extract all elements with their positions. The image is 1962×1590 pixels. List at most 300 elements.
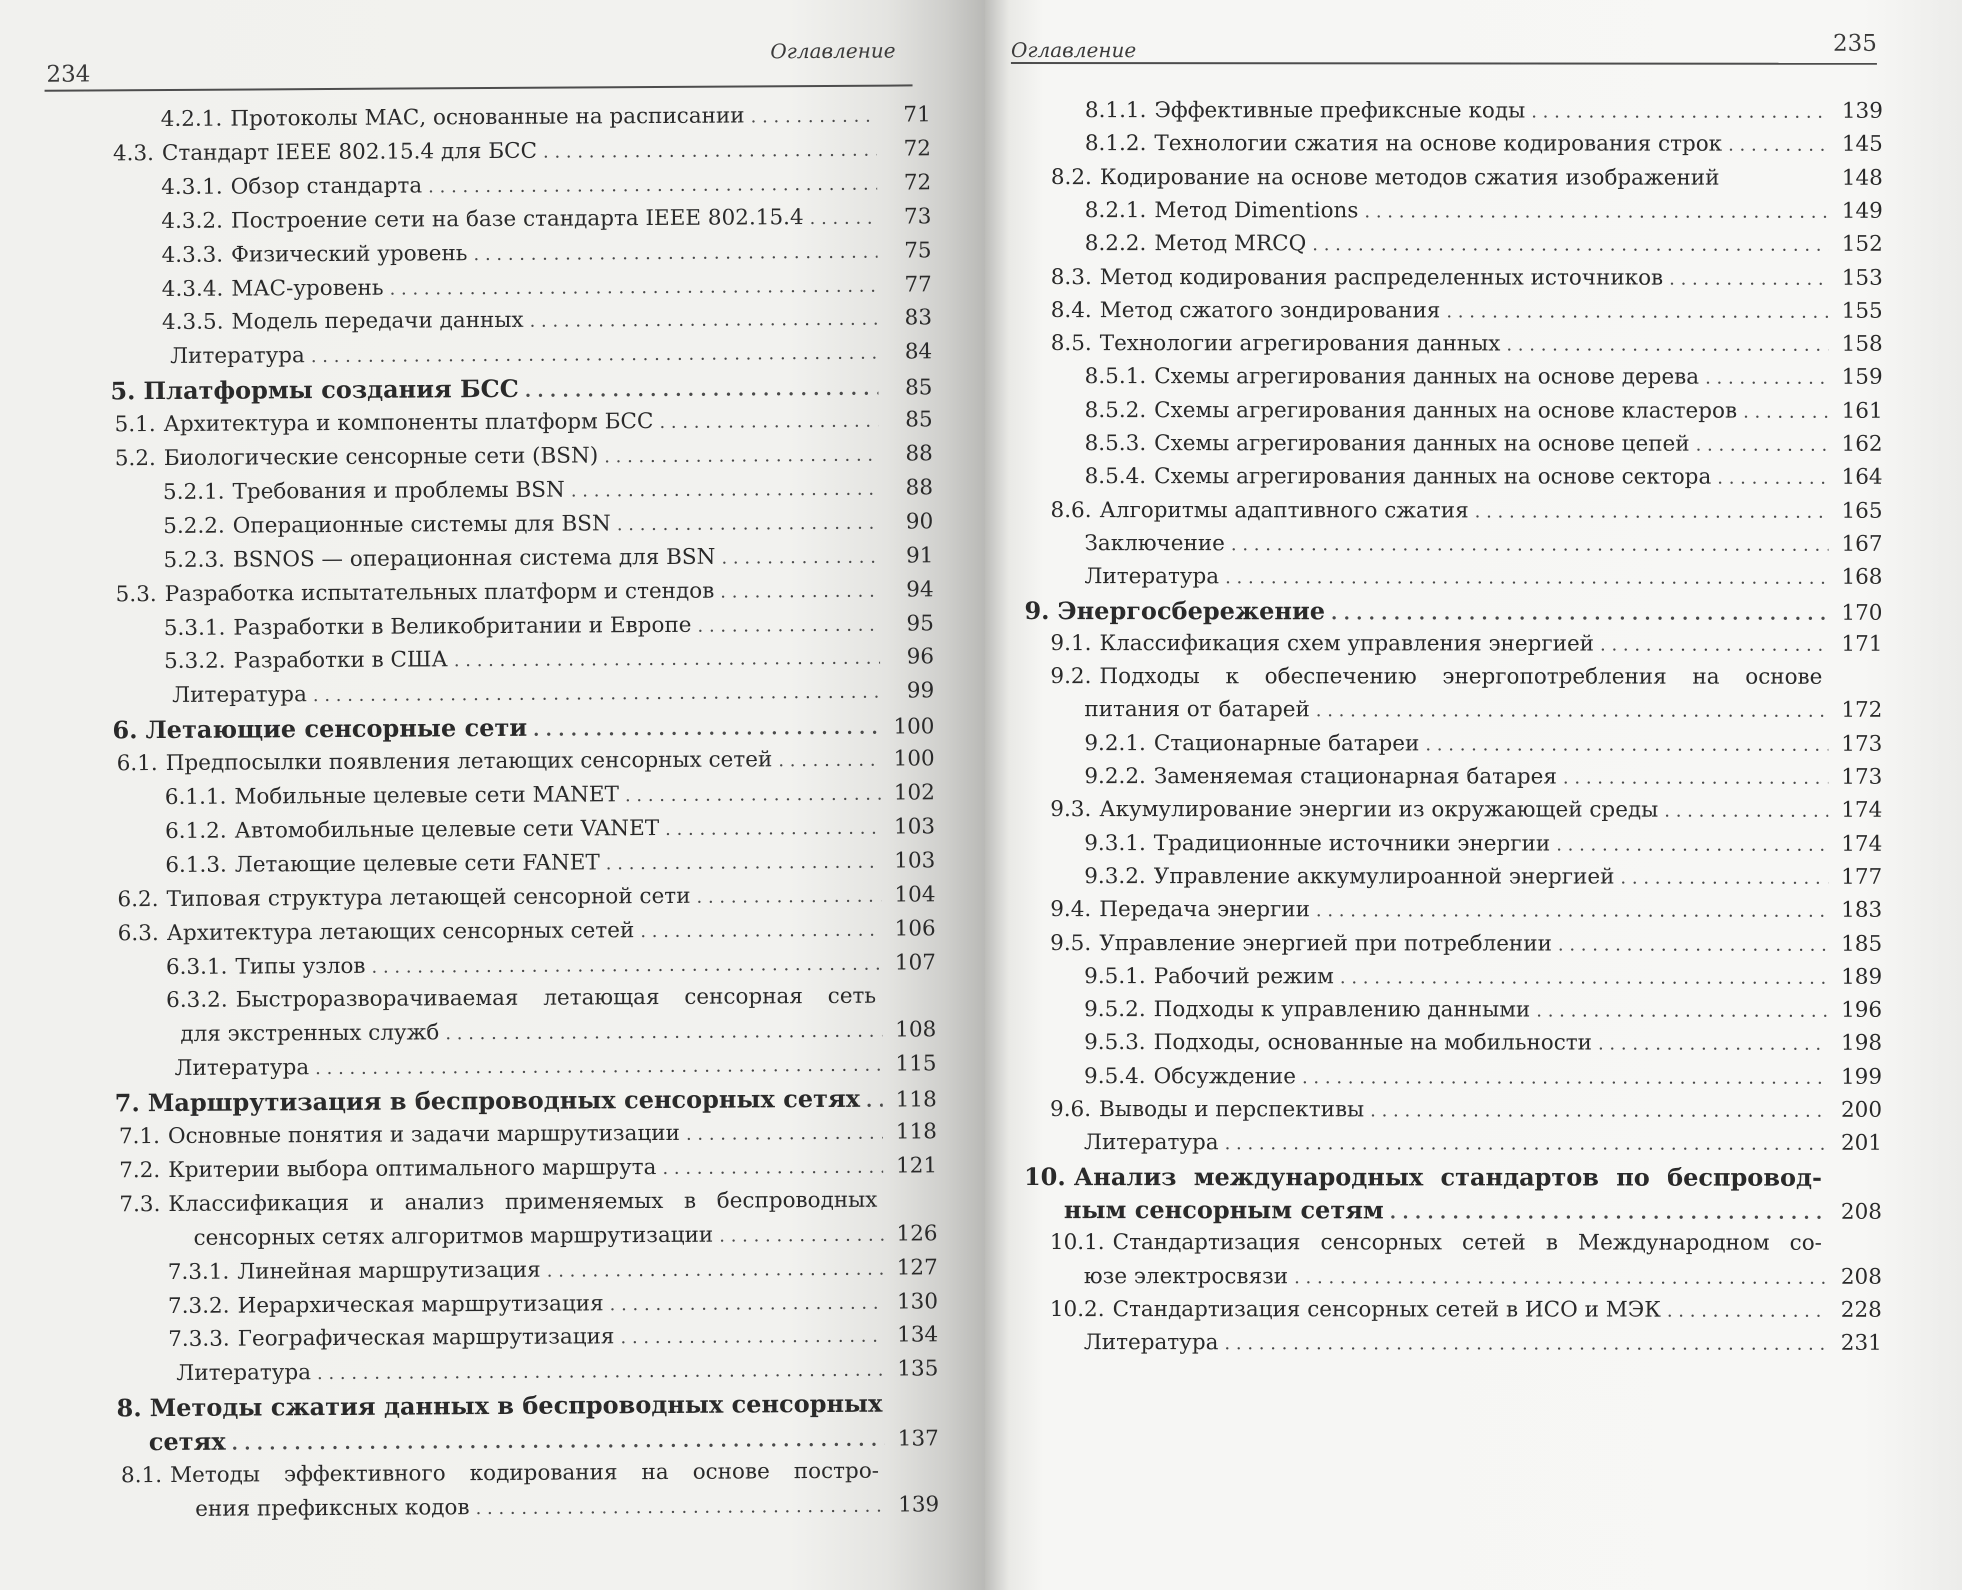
toc-subsection-entry[interactable] [1085,231,1883,259]
toc-entry-title: Схемы агрегирования данных на основе сектора [1154,464,1712,490]
toc-chapter-entry[interactable] [115,1085,937,1119]
dot-leader [778,748,881,775]
toc-section-entry[interactable] [1050,1230,1882,1257]
toc-entry-page: 152 [1841,231,1883,257]
toc-entry-number: 7.3.2. [167,1293,230,1319]
toc-entry-title: Литература [172,682,307,709]
toc-section-entry[interactable] [121,1458,939,1489]
toc-subsection-entry[interactable] [1084,731,1882,759]
toc-entry-title: Маршрутизация в беспроводных сенсорных сетях [147,1083,861,1118]
toc-entry-number: 10.2. [1049,1296,1105,1322]
toc-section-entry[interactable] [1084,1264,1882,1292]
toc-entry-title: Методы эффективного кодирования на основе постро- [169,1458,880,1488]
dot-leader [620,1324,884,1352]
toc-subsection-entry[interactable] [1084,764,1882,792]
toc-entry-page: 162 [1841,431,1883,457]
toc-entry-page: 83 [904,305,933,331]
toc-entry-title: Схемы агрегирования данных на основе кластеров [1154,397,1738,424]
toc-entry-number: 4.3.4. [161,276,224,302]
toc-entry-number: 7.3. [119,1191,161,1218]
toc-entry-title: Подходы к обеспечению энергопотребления на основе [1099,664,1823,690]
dot-leader [311,341,879,370]
dot-leader [1664,799,1828,825]
dot-leader [1620,865,1828,891]
toc-subsection-entry[interactable] [162,306,932,338]
toc-entry-title: для экстренных служб [180,1020,440,1048]
toc-entry-number: 9.2.2. [1084,764,1146,790]
toc-entry-page: 90 [905,509,934,535]
toc-entry-title: Метод сжатого зондирования [1099,297,1441,324]
toc-entry-number: 9.3. [1050,797,1092,823]
dot-leader [1225,565,1828,592]
toc-entry-title: Подходы к управлению данными [1153,997,1531,1023]
dot-leader [659,409,878,436]
toc-entry-page: 167 [1841,531,1883,557]
toc-entry-title: Кодирование на основе методов сжатия изображений [1099,164,1720,191]
toc-subsection-entry[interactable] [165,780,935,812]
toc-subsection-entry[interactable] [174,1051,936,1083]
toc-entry-title: Технологии сжатия на основе кодирования строк [1154,131,1723,157]
dot-leader [606,849,882,877]
toc-entry-page: 165 [1841,498,1883,524]
toc-subsection-entry[interactable] [168,1323,938,1355]
toc-entry-title: Стандартизация сенсорных сетей в ИСО и МЭК [1112,1296,1661,1323]
toc-entry-number: 9.3.1. [1084,830,1146,856]
toc-subsection-entry[interactable] [1084,1130,1882,1158]
page-number: 234 [46,61,91,88]
toc-section-entry[interactable] [1050,631,1882,659]
toc-entry-number: 9.5.3. [1084,1030,1146,1056]
toc-entry-number: 9.5. [1050,930,1092,956]
toc-entry-number: 6.1.2. [165,818,227,844]
toc-entry-title: Классификация схем управления энергией [1099,630,1595,657]
toc-subsection-entry[interactable] [164,645,934,677]
toc-entry-page: 102 [893,780,935,806]
toc-subsection-entry[interactable] [1085,131,1883,159]
toc-entry-number: 6.1.1. [164,784,227,811]
toc-entry-page: 164 [1841,465,1883,491]
toc-entry-number: 5.3.1. [163,615,226,641]
toc-entry-title: Разработка испытательных платформ и стендов [164,578,715,607]
toc-section-entry[interactable] [1050,664,1882,691]
toc-section-entry[interactable] [119,1119,937,1151]
toc-entry-number: 6.3. [117,920,159,946]
toc-entry-page: 145 [1841,132,1883,158]
toc-entry-number: 6.2. [117,886,159,912]
toc-section-entry[interactable] [1051,265,1883,293]
toc-subsection-entry[interactable] [162,272,932,304]
toc-entry-title: Схемы агрегирования данных на основе цепей [1154,431,1690,457]
toc-subsection-entry[interactable] [1085,398,1883,426]
dot-leader [533,716,881,744]
toc-subsection-entry[interactable] [1085,531,1883,559]
toc-section-entry[interactable] [1050,1297,1882,1325]
toc-entry-title: Физический уровень [231,240,468,268]
toc-subsection-entry[interactable] [163,543,933,575]
toc-subsection-entry[interactable] [1084,864,1882,892]
right-page [985,0,1962,1590]
toc-entry-number: 6.1.3. [165,852,227,878]
toc-section-entry[interactable] [193,1221,937,1253]
dot-leader [445,1019,882,1048]
toc-subsection-entry[interactable] [161,204,931,236]
dot-leader [617,510,880,538]
toc-entry-page: 126 [896,1220,938,1247]
dot-leader [525,377,879,405]
toc-subsection-entry[interactable] [1085,198,1883,226]
toc-entry-page: 153 [1841,265,1883,291]
toc-entry-title: ным сенсорным сетям [1063,1194,1384,1225]
toc-entry-title: Управление аккумулироанной энергией [1153,864,1615,890]
toc-entry-title: Алгоритмы адаптивного сжатия [1099,497,1469,524]
toc-entry-title: Схемы агрегирования данных на основе дерева [1154,364,1700,391]
toc-entry-page: 85 [905,407,933,433]
toc-entry-page: 172 [1841,698,1883,724]
toc-entry-title: Метод Dimentions [1154,198,1359,224]
dot-leader [475,1494,885,1523]
toc-section-entry[interactable] [1050,931,1882,959]
dot-leader [1294,1265,1828,1291]
toc-entry-title: Традиционные источники энергии [1153,830,1551,857]
toc-section-entry[interactable] [115,407,933,439]
toc-section-entry[interactable] [115,441,933,473]
dot-leader [1370,1098,1828,1124]
toc-entry-title: Литература [176,1360,312,1387]
toc-entry-page: 185 [1841,931,1883,957]
toc-subsection-entry[interactable] [161,102,931,134]
toc-subsection-entry[interactable] [164,611,934,643]
dot-leader [1225,1132,1828,1159]
toc-section-entry[interactable] [1051,298,1883,326]
dot-leader [371,951,882,980]
header-rule [45,84,913,91]
dot-leader [232,1428,885,1458]
toc-subsection-entry[interactable] [166,984,936,1015]
toc-chapter-entry[interactable] [110,373,932,407]
toc-subsection-entry[interactable] [1085,364,1883,392]
toc-entry-page: 189 [1841,964,1883,990]
toc-entry-page: 148 [1841,165,1883,191]
toc-entry-page: 121 [896,1153,938,1179]
toc-entry-page: 100 [893,746,935,772]
toc-entry-page: 173 [1841,764,1883,790]
toc-entry-title: Обсуждение [1153,1063,1297,1089]
dot-leader [720,578,880,605]
toc-entry-title: Предпосылки появления летающих сенсорных сетей [165,747,773,777]
dot-leader [697,612,879,639]
dot-leader [1556,832,1828,858]
dot-leader [529,307,878,335]
toc-entry-number: 4.3.3. [161,242,224,268]
toc-entry-number: 9.5.4. [1084,1063,1146,1089]
toc-entry-number: 8.4. [1050,297,1092,323]
toc-chapter-entry[interactable] [1023,1161,1882,1192]
dot-leader [454,646,880,675]
toc-chapter-entry[interactable] [1024,595,1883,628]
toc-entry-page: 134 [897,1322,939,1348]
toc-section-entry[interactable] [1084,697,1882,725]
toc-subsection-entry[interactable] [1085,431,1883,459]
toc-section-entry[interactable] [1050,897,1882,925]
toc-entry-title: сетях [148,1426,226,1457]
toc-subsection-entry[interactable] [161,238,931,270]
toc-entry-title: Построение сети на базе стандарта IEEE 802.15.4 [230,204,804,234]
toc-section-entry[interactable] [117,746,935,778]
toc-chapter-entry[interactable] [149,1424,939,1458]
toc-entry-title: Разработки в США [233,647,448,674]
toc-entry-page: 139 [898,1492,940,1518]
toc-section-entry[interactable] [1050,797,1882,825]
dot-leader [1340,965,1828,991]
toc-entry-page: 127 [896,1254,938,1281]
toc-entry-number: 5.1. [114,412,156,438]
toc-subsection-entry[interactable] [165,848,935,880]
toc-subsection-entry[interactable] [176,1357,938,1389]
toc-entry-title: Литература [1083,1330,1219,1356]
dot-leader [1475,499,1829,525]
toc-subsection-entry[interactable] [161,170,931,202]
toc-subsection-entry[interactable] [170,340,932,372]
toc-section-entry[interactable] [1050,1097,1882,1125]
toc-entry-title: Автомобильные целевые сети VANET [234,815,660,844]
toc-entry-page: 208 [1840,1264,1882,1290]
toc-entry-title: Стационарные батареи [1153,730,1420,757]
dot-leader [1705,366,1829,392]
toc-entry-number: 5.2. [114,446,156,472]
toc-entry-number: 9.2.1. [1084,730,1146,756]
dot-leader [810,205,878,231]
toc-subsection-entry[interactable] [172,679,934,711]
dot-leader [1531,99,1829,125]
dot-leader [428,171,877,200]
dot-leader [543,138,877,166]
toc-entry-number: 4.3. [112,140,155,167]
dot-leader [389,273,877,302]
toc-section-entry[interactable] [119,1187,937,1218]
toc-entry-page: 104 [894,881,936,908]
toc-entry-page: 155 [1841,298,1883,324]
dot-leader [315,1053,883,1082]
toc-entry-title: сенсорных сетях алгоритмов маршрутизации [193,1222,714,1251]
toc-entry-number: 9.4. [1050,897,1092,923]
toc-entry-number: 4.3.5. [161,310,224,336]
toc-entry-page: 106 [894,915,936,942]
toc-entry-page: 95 [906,610,934,636]
dot-leader [696,883,881,910]
toc-entry-title: Критерии выбора оптимального маршрута [168,1154,657,1183]
dot-leader [625,782,881,810]
toc-entry-number: 4.3.2. [161,208,223,234]
dot-leader [610,1290,884,1318]
dot-leader [1728,133,1829,159]
toc-entry-page: 201 [1840,1131,1883,1157]
toc-entry-page: 96 [906,644,935,670]
toc-entry-page: 94 [906,576,934,603]
toc-entry-number: 8.5.1. [1084,364,1147,390]
toc-subsection-entry[interactable] [1085,98,1883,126]
dot-leader [1743,399,1829,425]
toc-subsection-entry[interactable] [168,1255,938,1287]
toc-chapter-entry[interactable] [1063,1194,1882,1227]
toc-subsection-entry[interactable] [1084,997,1882,1025]
toc-entry-title: Управление энергией при потреблении [1099,930,1552,956]
toc-entry-title: Метод кодирования распределенных источников [1099,264,1664,291]
toc-entry-number: 6. [112,715,138,745]
toc-section-entry[interactable] [116,577,934,609]
toc-entry-title: Платформы создания БСС [143,374,519,406]
toc-subsection-entry[interactable] [1084,1064,1882,1092]
toc-section-entry[interactable] [119,1153,937,1185]
toc-entry-number: 5.3. [115,581,157,607]
toc-entry-number: 8.6. [1050,497,1092,523]
toc-entry-number: 8.5.2. [1084,397,1147,423]
toc-entry-title: Подходы, основанные на мобильности [1153,1030,1593,1056]
toc-entry-page: 159 [1841,365,1883,391]
toc-entry-title: питания от батарей [1084,697,1310,723]
dot-leader [1364,199,1828,225]
toc-entry-page: 73 [903,204,932,230]
toc-entry-page: 183 [1841,897,1883,923]
toc-chapter-entry[interactable] [112,712,934,746]
dot-leader [1598,1032,1828,1058]
toc-entry-number: 8.2.2. [1084,231,1147,257]
toc-entry-number: 8.3. [1050,264,1092,290]
toc-entry-number: 6.3.1. [165,954,228,980]
dot-leader [317,1358,885,1387]
toc-entry-page: 149 [1841,198,1883,224]
toc-entry-page: 75 [904,237,932,264]
toc-entry-number: 9.5.1. [1084,963,1146,989]
toc-entry-page: 77 [904,271,932,297]
toc-subsection-entry[interactable] [180,1018,936,1050]
toc-chapter-entry[interactable] [117,1390,939,1421]
toc-section-entry[interactable] [1051,331,1883,359]
toc-subsection-entry[interactable] [163,509,933,541]
toc-entry-number: 8.1.1. [1084,98,1147,124]
toc-subsection-entry[interactable] [1085,464,1883,492]
toc-entry-title: Эффективные префиксные коды [1154,98,1526,124]
toc-entry-title: Операционные системы для BSN [232,511,611,539]
toc-subsection-entry[interactable] [1084,564,1882,592]
toc-entry-page: 161 [1841,398,1883,424]
dot-leader [1506,333,1828,359]
toc-entry-page: 158 [1841,331,1883,357]
toc-entry-number: 8. [116,1393,142,1423]
toc-entry-page: 91 [905,542,934,569]
toc-entry-number: 7.3.3. [168,1327,230,1353]
toc-entry-page: 100 [893,714,935,740]
toc-entry-title: Технологии агрегирования данных [1099,331,1501,357]
dot-leader [547,1256,884,1284]
dot-leader [1390,1200,1828,1226]
toc-entry-title: Линейная маршрутизация [237,1257,541,1285]
toc-entry-page: 130 [896,1288,939,1315]
toc-entry-page: 72 [903,136,932,162]
toc-entry-title: Основные понятия и задачи маршрутизации [167,1120,680,1149]
toc-entry-title: Летающие целевые сети FANET [234,850,600,878]
toc-entry-page: 173 [1841,731,1883,757]
toc-entry-title: Архитектура летающих сенсорных сетей [166,917,635,946]
toc-entry-title: Разработки в Великобритании и Европе [233,612,692,641]
toc-subsection-entry[interactable] [1084,1030,1882,1058]
toc-entry-title: Акумулирование энергии из окружающей среды [1099,797,1659,823]
toc-entry-number: 4.3.1. [161,174,223,200]
toc-entry-page: 99 [906,678,935,704]
dot-leader [1224,1331,1827,1358]
toc-entry-page: 118 [895,1119,938,1145]
toc-subsection-entry[interactable] [166,950,936,982]
toc-entry-page: 103 [893,814,936,840]
toc-entry-title: Модель передачи данных [231,308,524,335]
dot-leader [1312,232,1829,258]
page-number: 235 [1832,30,1877,57]
toc-section-entry[interactable] [117,882,935,914]
toc-entry-number: 8.5.3. [1084,431,1147,457]
toc-entry-page: 72 [903,170,932,196]
dot-leader [640,917,882,944]
toc-section-entry[interactable] [113,136,931,168]
toc-entry-page: 85 [904,375,933,401]
toc-entry-title: Типовая структура летающей сенсорной сети [166,883,691,912]
dot-leader [719,1222,883,1249]
dot-leader [313,680,881,709]
toc-section-entry[interactable] [1051,165,1883,193]
toc-entry-title: Требования и проблемы BSN [232,477,565,505]
toc-entry-number: 9.6. [1050,1097,1092,1123]
toc-section-entry[interactable] [118,916,936,948]
toc-subsection-entry[interactable] [168,1289,938,1321]
toc-entry-number: 8.1.2. [1084,131,1147,157]
toc-entry-page: 137 [897,1426,939,1452]
toc-subsection-entry[interactable] [163,475,933,507]
toc-entry-title: Мобильные целевые сети MANET [234,782,620,810]
toc-entry-title: Быстроразворачиваемая летающая сенсорная сеть [235,984,877,1013]
toc-entry-title: Классификация и анализ применяемых в беспроводных [168,1187,878,1217]
toc-entry-page: 198 [1841,1031,1883,1057]
toc-entry-title: Литература [1083,1130,1219,1156]
toc-entry-number: 9.5.2. [1084,997,1146,1023]
toc-entry-number: 8.2.1. [1084,197,1147,224]
toc-entry-number: 5.2.3. [163,547,226,573]
dot-leader [1231,532,1829,559]
toc-subsection-entry[interactable] [1084,964,1882,992]
toc-subsection-entry[interactable] [1084,1330,1882,1358]
toc-entry-number: 7. [114,1088,140,1118]
toc-subsection-entry[interactable] [165,814,935,846]
toc-entry-page: 200 [1840,1097,1883,1123]
toc-entry-number: 8.1. [120,1463,163,1489]
toc-entry-page: 177 [1841,864,1883,890]
dot-leader [686,1121,883,1148]
toc-section-entry[interactable] [1051,498,1883,526]
toc-entry-page: 135 [897,1356,939,1382]
toc-entry-title: юзе электросвязи [1083,1263,1289,1289]
toc-entry-title: Литература [174,1055,310,1082]
toc-entry-title: Архитектура и компоненты платформ БСС [163,409,654,438]
toc-entry-page: 228 [1840,1297,1882,1323]
toc-entry-title: Биологические сенсорные сети (BSN) [163,443,599,472]
dot-leader [1669,266,1829,292]
dot-leader [1316,898,1828,924]
toc-subsection-entry[interactable] [1084,831,1882,859]
toc-entry-title: Протоколы МАС, основанные на расписании [230,103,745,132]
toc-section-entry[interactable] [195,1492,939,1524]
toc-entry-title: Типы узлов [235,953,366,980]
dot-leader [1446,299,1828,325]
dot-leader [1425,732,1828,758]
toc-entry-page: 208 [1840,1199,1882,1225]
toc-entry-number: 8.2. [1050,164,1092,190]
